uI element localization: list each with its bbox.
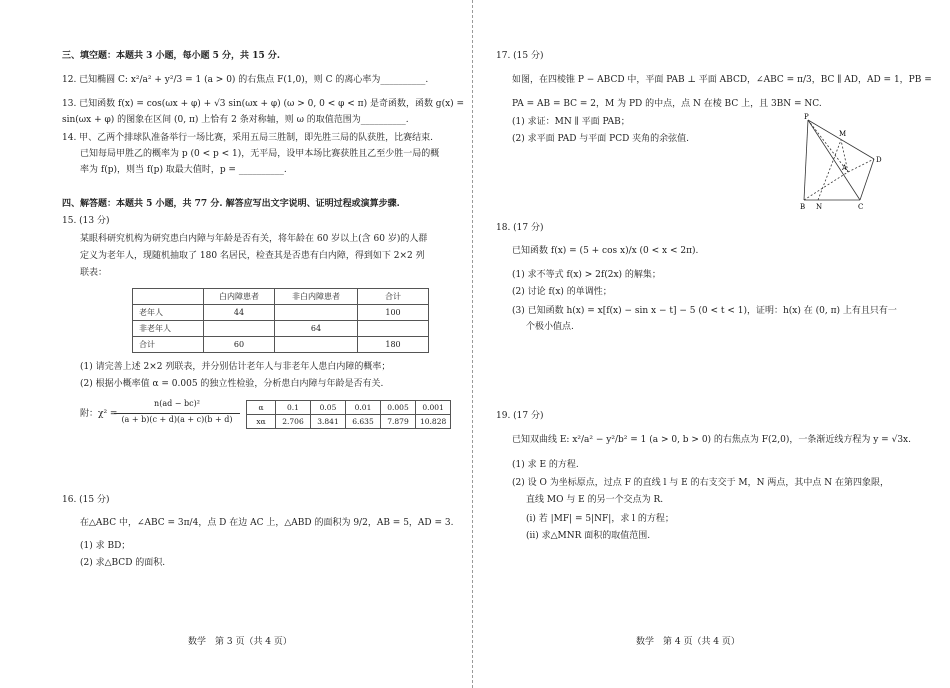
table-cell: 0.05 [311, 401, 346, 415]
label-m: M [839, 130, 847, 138]
table-row [133, 321, 429, 337]
question-15-heading: 15. (13 分) [62, 216, 110, 226]
critical-value-table [246, 400, 451, 429]
table-cell: 60 [204, 337, 275, 353]
table-cell: 100 [358, 305, 429, 321]
table-cell: 0.01 [346, 401, 381, 415]
table-cell [204, 321, 275, 337]
question-17-line2: PA = AB = BC = 2，M 为 PD 的中点，点 N 在棱 BC 上，且 3BN = NC. [512, 99, 822, 109]
question-17-part2: (2) 求平面 PAD 与平面 PCD 夹角的余弦值. [512, 134, 690, 144]
table-row [247, 401, 451, 415]
question-15-line3: 联表： [80, 268, 108, 278]
question-15-part2: (2) 根据小概率值 α = 0.005 的独立性检验，分析患白内障与年龄是否有关. [80, 379, 384, 389]
question-19-part2-i: (ⅰ) 若 |MF| = 5|NF|，求 l 的方程； [526, 514, 674, 524]
question-16-heading: 16. (15 分) [62, 495, 110, 505]
table-row [247, 415, 451, 429]
page-footer: 数学 第 3 页（共 4 页） [188, 637, 292, 647]
table-header-cell [133, 289, 204, 305]
table-cell: 2.706 [276, 415, 311, 429]
question-19-part2-ii: (ⅱ) 求△MNR 面积的取值范围. [526, 531, 651, 541]
table-cell: 6.635 [346, 415, 381, 429]
question-13-line1: 13. 已知函数 f(x) = cos(ωx + φ) + √3 sin(ωx + φ) (ω > 0, 0 < φ < π) 是奇函数，函数 g(x) = [62, 99, 465, 109]
table-cell: 180 [358, 337, 429, 353]
formula-denominator: (a + b)(c + d)(a + c)(b + d) [121, 415, 233, 424]
section-fill-in-heading: 三、填空题：本题共 3 小题，每小题 5 分，共 15 分. [62, 51, 280, 61]
section-solve-heading: 四、解答题：本题共 5 小题，共 77 分. 解答应写出文字说明、证明过程或演算步骤. [62, 199, 400, 209]
question-15-line2: 定义为老年人，现随机抽取了 180 名居民，检查其是否患有白内障，得到如下 2×2 列 [80, 251, 425, 261]
question-16-part2: (2) 求△BCD 的面积. [80, 558, 166, 568]
question-19-part2: (2) 设 O 为坐标原点，过点 F 的直线 l 与 E 的右支交于 M，N 两点，其中点 N 在第四象限， [512, 478, 889, 488]
table-cell: 非老年人 [133, 321, 204, 337]
table-header-cell: 白内障患者 [204, 289, 275, 305]
table-row [133, 305, 429, 321]
question-13-line2: sin(ωx + φ) 的图象在区间 (0, π) 上恰有 2 条对称轴，则 ω 的取值范围为__________. [62, 115, 409, 125]
label-p: P [804, 113, 809, 121]
table-cell: 44 [204, 305, 275, 321]
table-header-cell: 合计 [358, 289, 429, 305]
formula-label: 附：χ² = [80, 409, 118, 419]
table-cell: 7.879 [381, 415, 416, 429]
question-17-heading: 17. (15 分) [496, 51, 544, 61]
question-15-line1: 某眼科研究机构为研究患白内障与年龄是否有关，将年龄在 60 岁以上(含 60 岁)的人群 [80, 234, 428, 244]
table-cell: 0.001 [416, 401, 451, 415]
question-14-line3: 率为 f(p)，则当 f(p) 取最大值时，p = __________. [80, 165, 287, 175]
page-4 [478, 0, 950, 688]
table-cell: 合计 [133, 337, 204, 353]
table-cell: 老年人 [133, 305, 204, 321]
table-cell [358, 321, 429, 337]
table-cell: 10.828 [416, 415, 451, 429]
question-18-heading: 18. (17 分) [496, 223, 544, 233]
table-cell: 0.1 [276, 401, 311, 415]
page-divider [472, 0, 473, 688]
question-18-part2: (2) 讨论 f(x) 的单调性； [512, 287, 612, 297]
question-14-line1: 14. 甲、乙两个排球队准备举行一场比赛，采用五局三胜制，即先胜三局的队获胜，比赛结束. [62, 133, 434, 143]
table-cell: xα [247, 415, 276, 429]
question-19-line1: 已知双曲线 E: x²/a² − y²/b² = 1 (a > 0, b > 0) 的右焦点为 F(2,0)，一条渐近线方程为 y = √3x. [512, 435, 911, 445]
page-3 [0, 0, 470, 688]
table-cell: α [247, 401, 276, 415]
question-16-line1: 在△ABC 中，∠ABC = 3π/4，点 D 在边 AC 上，△ABD 的面积为 9/2，AB = 5，AD = 3. [80, 518, 454, 528]
label-d: D [876, 156, 882, 164]
question-14-line2: 已知每局甲胜乙的概率为 p (0 < p < 1)，无平局，设甲本场比赛获胜且乙至少胜一局的概 [80, 149, 440, 159]
table-cell [275, 337, 358, 353]
question-19-part1: (1) 求 E 的方程. [512, 460, 579, 470]
table-row [133, 337, 429, 353]
label-a: A [842, 164, 848, 172]
question-17-part1: (1) 求证：MN ∥ 平面 PAB； [512, 117, 630, 127]
question-19-part2-cont: 直线 MO 与 E 的另一个交点为 R. [526, 495, 664, 505]
question-18-part3: (3) 已知函数 h(x) = x[f(x) − sin x − t] − 5 (0 < t < 1)，证明：h(x) 在 (0, π) 上有且只有一 [512, 306, 897, 316]
table-cell: 64 [275, 321, 358, 337]
question-18-part1: (1) 求不等式 f(x) > 2f(2x) 的解集； [512, 270, 661, 280]
question-18-part3-cont: 个极小值点. [526, 322, 574, 332]
question-16-part1: (1) 求 BD； [80, 541, 131, 551]
table-cell: 3.841 [311, 415, 346, 429]
label-c: C [858, 203, 864, 211]
question-17-line1: 如图，在四棱锥 P − ABCD 中，平面 PAB ⊥ 平面 ABCD，∠ABC = π/3，BC ∥ AD，AD = 1，PB = [512, 75, 932, 85]
contingency-table [132, 288, 429, 353]
table-header-row [133, 289, 429, 305]
label-n: N [816, 203, 823, 211]
question-19-heading: 19. (17 分) [496, 411, 544, 421]
page-footer: 数学 第 4 页（共 4 页） [636, 637, 740, 647]
table-cell [275, 305, 358, 321]
question-12: 12. 已知椭圆 C: x²/a² + y²/3 = 1 (a > 0) 的右焦点 F(1,0)，则 C 的离心率为__________. [62, 75, 429, 85]
formula-numerator: n(ad − bc)² [154, 399, 200, 408]
pyramid-figure [796, 112, 896, 212]
question-18-line1: 已知函数 f(x) = (5 + cos x)/x (0 < x < 2π). [512, 246, 699, 256]
table-header-cell: 非白内障患者 [275, 289, 358, 305]
table-cell: 0.005 [381, 401, 416, 415]
question-15-part1: (1) 请完善上述 2×2 列联表，并分别估计老年人与非老年人患白内障的概率； [80, 362, 391, 372]
label-b: B [800, 203, 806, 211]
